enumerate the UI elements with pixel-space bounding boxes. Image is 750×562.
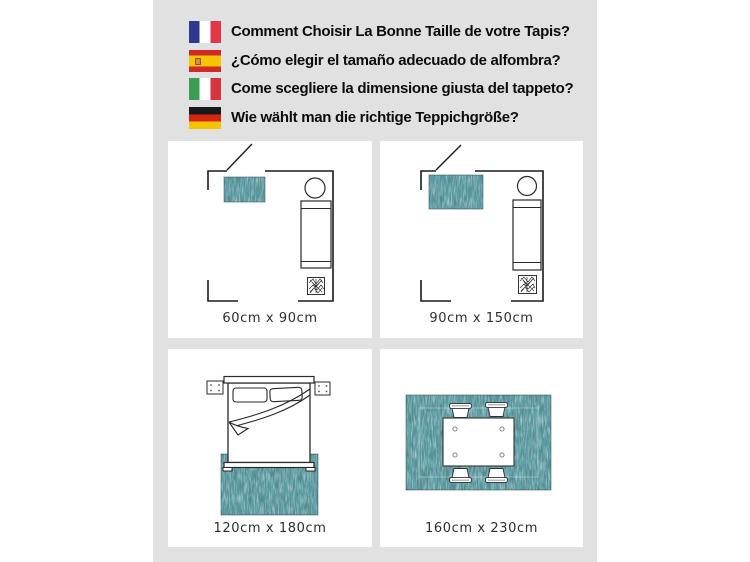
bed	[513, 200, 541, 270]
panel-rug-160x230	[380, 349, 583, 547]
bed-foot-left	[223, 468, 232, 472]
side-table	[518, 177, 537, 196]
pillow-right	[270, 387, 303, 402]
bed	[301, 201, 331, 268]
title-row-italian	[189, 78, 573, 100]
bed-foot-right	[306, 468, 315, 472]
title-german: Wie wählt man die richtige Teppichgröße?	[231, 108, 519, 126]
dining-set-top-view	[380, 349, 583, 547]
title-row-german	[189, 107, 573, 129]
size-label: 120cm x 180cm	[213, 521, 327, 536]
panel-rug-120x180	[168, 349, 372, 547]
door-leaf	[436, 145, 461, 170]
rug-90x150	[429, 175, 483, 209]
panel-rug-60x90	[168, 141, 372, 338]
footboard	[224, 463, 314, 468]
title-italian: Come scegliere la dimensione giusta del tappeto?	[231, 80, 574, 97]
rug-60x90	[224, 177, 265, 202]
dining-table	[443, 418, 514, 466]
headboard	[224, 377, 314, 384]
size-label: 60cm x 90cm	[222, 311, 318, 326]
plant	[308, 278, 325, 295]
panel-rug-90x150	[380, 141, 583, 338]
pillow-left	[233, 388, 267, 402]
nightstand-right	[315, 382, 330, 395]
size-label: 160cm x 230cm	[424, 521, 538, 536]
door-leaf	[227, 144, 252, 170]
size-label: 90cm x 150cm	[429, 311, 534, 326]
bedroom-floorplan-medium	[380, 141, 583, 338]
title-row-french	[189, 21, 573, 43]
side-table	[305, 178, 325, 198]
bedroom-floorplan-small	[168, 141, 372, 338]
germany-flag-icon	[189, 107, 221, 129]
nightstand-left	[207, 381, 223, 394]
spain-flag-icon	[189, 50, 221, 72]
title-block	[189, 21, 573, 129]
italy-flag-icon	[189, 78, 221, 100]
title-row-spanish	[189, 50, 573, 72]
plant	[519, 276, 537, 294]
title-french: Comment Choisir La Bonne Taille de votre Tapis?	[231, 23, 570, 40]
bed	[223, 377, 315, 472]
bed-top-view	[168, 349, 372, 547]
title-spanish: ¿Cómo elegir el tamaño adecuado de alfombra?	[231, 51, 561, 69]
france-flag-icon	[189, 21, 221, 43]
